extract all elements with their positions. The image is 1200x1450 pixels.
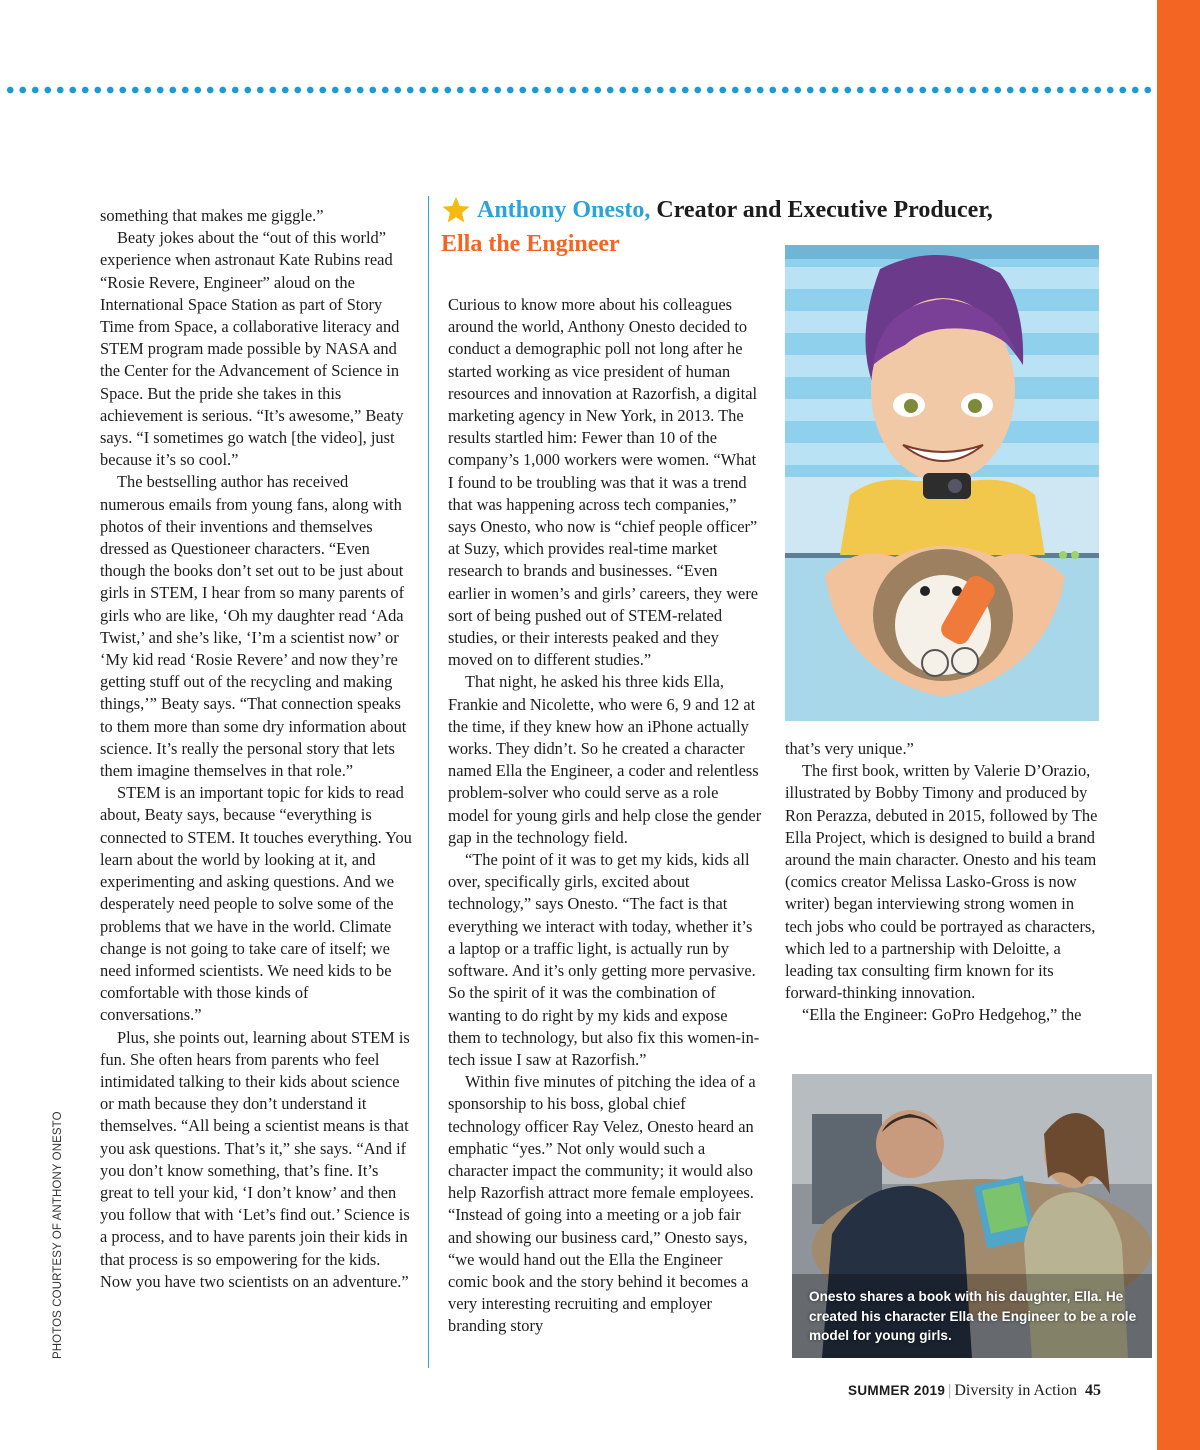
article-column-1 bbox=[100, 205, 412, 1293]
paragraph: that’s very unique.” bbox=[785, 739, 914, 758]
paragraph: Beaty jokes about the “out of this world” experience when astronaut Kate Rubins read “Rosie Revere, Engineer” aloud on the International Space Station as part of Story Time from Space, a collaborative literacy and STEM program made possible by NASA and the Center for the Advancement of Science in Space. But the pride she takes in this achievement is serious. “It’s awesome,” Beaty says. “I sometimes go watch [the video], just because it’s so cool.” bbox=[100, 228, 404, 470]
paragraph: The first book, written by Valerie D’Orazio, illustrated by Bobby Timony and produced by Ron Perazza, debuted in 2015, followed by The Ella Project, which is designed to build a brand around the main character. Onesto and his team (comics creator Melissa Lasko-Gross is now writer) began interviewing strong women in tech jobs who could be portrayed as characters, which led to a partnership with Deloitte, a leading tax consulting firm known for its forward-thinking innovation. bbox=[785, 761, 1098, 1003]
paragraph: STEM is an important topic for kids to read about, Beaty says, because “everything is connected to STEM. It touches everything. You learn about the world by looking at it, and experimenting and asking questions. And we desperately need people to solve some of the problems that we have in the world. Climate change is not going to take care of itself; we need informed scientists. We need kids to be comfortable with those kinds of conversations.” bbox=[100, 783, 412, 1025]
article-column-2 bbox=[448, 294, 762, 1338]
footer-separator: | bbox=[948, 1382, 952, 1399]
paragraph: “Ella the Engineer: GoPro Hedgehog,” the bbox=[802, 1005, 1082, 1025]
profile-show: Ella the Engineer bbox=[441, 231, 620, 257]
photo-caption: Onesto shares a book with his daughter, Ella. He created his character Ella the Engineer to be a role model for young girls. bbox=[809, 1289, 1137, 1343]
star-icon bbox=[441, 195, 471, 225]
paragraph: Plus, she points out, learning about STEM is fun. She often hears from parents who feel intimidated talking to their kids about science or math because they don’t understand it themselves. “All being a scientist means is that you ask questions. That’s it,” she says. “And if you don’t know something, that’s fine. It’s great to tell your kid, ‘I don’t know’ and then you follow that with ‘Let’s find out.’ Science is a process, and to have parents join their kids in that process is so empowering for the kids. Now you have two scientists on an adventure.” bbox=[100, 1027, 410, 1291]
orange-edge-bar bbox=[1157, 0, 1200, 1450]
paragraph: “The point of it was to get my kids, kids all over, specifically girls, excited about technology,” says Onesto. “The fact is that everything we interact with today, whether it’s a laptop or a traffic light, is actually run by software. And it’s only getting more pervasive. So the spirit of it was the combination of wanting to do right by my kids and expose them to technology, but also fix this women-in-tech issue I saw at Razorfish.” bbox=[448, 850, 760, 1069]
profile-name: Anthony Onesto, bbox=[477, 197, 651, 223]
magazine-name: Diversity in Action bbox=[954, 1382, 1077, 1399]
paragraph: something that makes me giggle.” bbox=[100, 206, 324, 225]
paragraph: That night, he asked his three kids Ella, Frankie and Nicolette, who were 6, 9 and 12 at the time, if they knew how an iPhone actually works. They didn’t. So he created a character named Ella the Engineer, a coder and relentless problem-solver who could serve as a role model for young girls and help close the gender gap in the technology field. bbox=[448, 672, 762, 847]
paragraph: Curious to know more about his colleagues around the world, Anthony Onesto decided to conduct a demographic poll not long after he started working as vice president of human resources and innovation at Razorfish, a digital marketing agency in New York, in 2013. The results startled him: Fewer than 10 of the company’s 1,000 workers were women. “What I found to be troubling was that it was a trend that was happening across tech companies,” says Onesto, who now is “chief people officer” at Suzy, which provides real-time market research to brands and businesses. “Even earlier in women’s and girls’ careers, they were sort of being pushed out of STEM-related studies, or their interests peaked and they moved on to different studies.” bbox=[448, 295, 759, 670]
page-footer bbox=[848, 1380, 1101, 1402]
dotted-rule bbox=[4, 84, 1154, 96]
column-divider bbox=[428, 196, 429, 1368]
profile-role: Creator and Executive Producer, bbox=[656, 197, 993, 223]
paragraph: The bestselling author has received numerous emails from young fans, along with photos of their inventions and themselves dressed as Questioneer characters. “Even though the books don’t set out to be just about girls in STEM, I hear from so many parents of girls who are like, ‘Oh my daughter read ‘Ada Twist,’ and she’s like, ‘I’m a scientist now’ or ‘My kid read ‘Rosie Revere’ and now they’re getting stuff out of the recycling and making things,’” Beaty says. “That connection speaks to them more than some dry information about science. It’s really the personal story that lets them imagine themselves in that role.” bbox=[100, 472, 407, 781]
comic-illustration bbox=[785, 245, 1099, 721]
issue-season: SUMMER 2019 bbox=[848, 1383, 946, 1398]
article-column-3 bbox=[785, 738, 1099, 1027]
page-number: 45 bbox=[1085, 1382, 1101, 1399]
paragraph: Within five minutes of pitching the idea of a sponsorship to his boss, global chief technology officer Ray Velez, Onesto heard an emphatic “yes.” Not only would such a character impact the community; it would also help Razorfish attract more female employees. “Instead of going into a meeting or a job fair and showing our business card,” Onesto says, “we would hand out the Ella the Engineer comic book and the story behind it becomes a very interesting recruiting and employer branding story bbox=[448, 1072, 756, 1336]
photo-credit: PHOTOS COURTESY OF ANTHONY ONESTO bbox=[52, 1111, 64, 1359]
